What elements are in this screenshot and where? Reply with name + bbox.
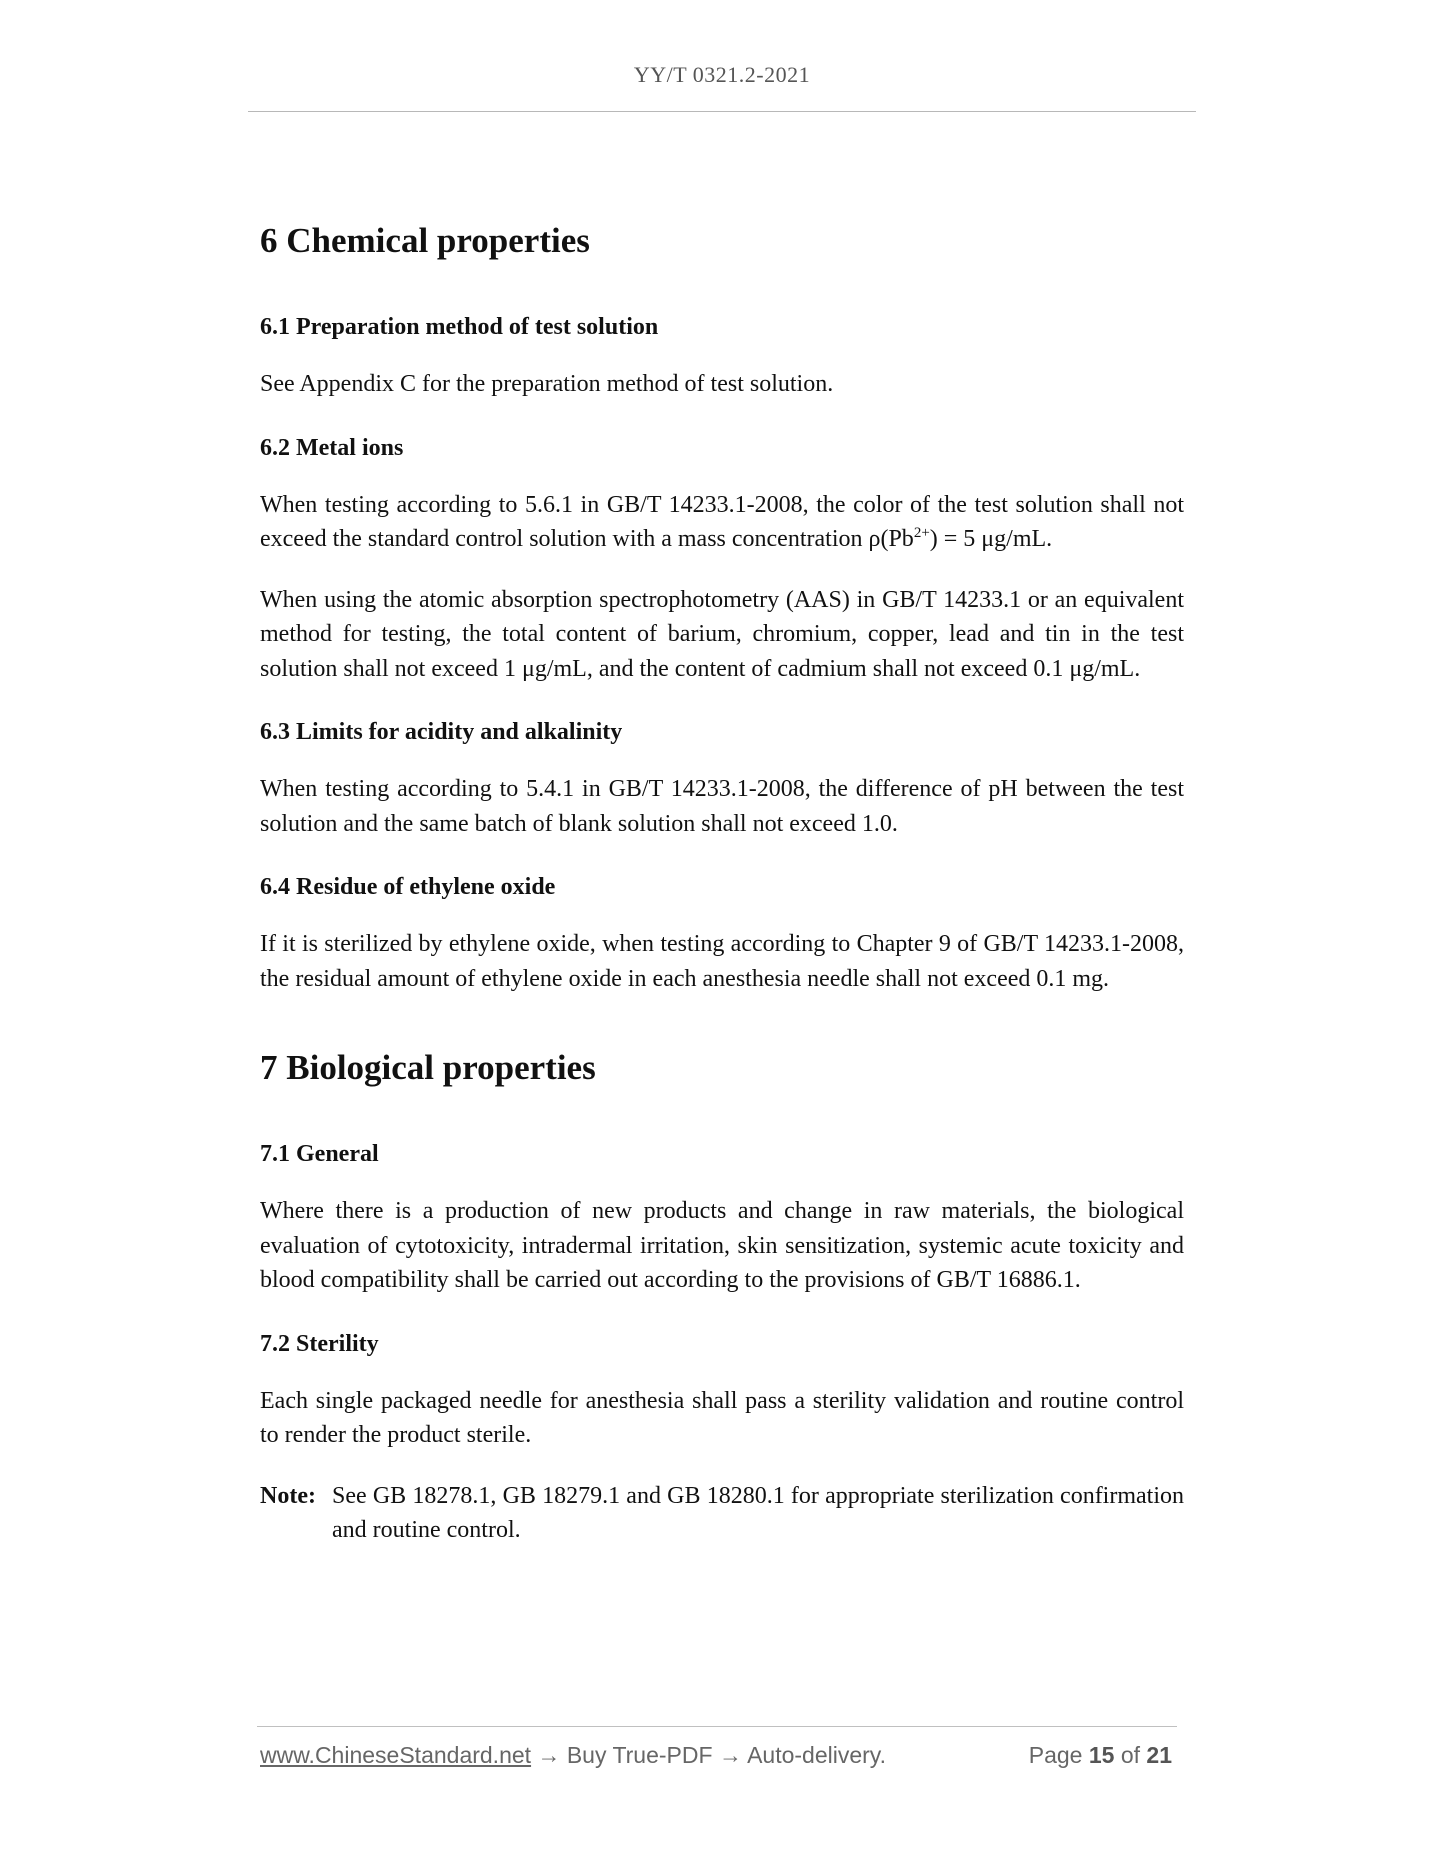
lead-ion-charge: 2+ — [913, 525, 930, 541]
metal-ions-text-end: ) = 5 μg/mL. — [929, 526, 1053, 552]
section-6-4-text: If it is sterilized by ethylene oxide, when testing according to Chapter 9 of GB/T 14233.1-2008, the residual amount of ethylene oxide in each anesthesia needle shall not exceed 0.1 mg. — [260, 931, 1184, 992]
section-6-2-paragraph-2: When using the atomic absorption spectrophotometry (AAS) in GB/T 14233.1 or an equivalent method for testing, the total content of barium, chromium, copper, lead and tin in the test solution shall not exceed 1 μg/mL, and the content of cadmium shall not exceed 0.1 μg/mL. — [260, 586, 1184, 682]
arrow-right-icon: → — [531, 1742, 567, 1768]
note-text: See GB 18278.1, GB 18279.1 and GB 18280.1 for appropriate sterilization confirmation and routine control. — [332, 1482, 1184, 1543]
section-6-3-text: When testing according to 5.4.1 in GB/T 14233.1-2008, the difference of pH between the test solution and the same batch of blank solution shall not exceed 1.0. — [260, 776, 1184, 837]
website-link[interactable]: www.ChineseStandard.net — [260, 1742, 532, 1768]
page-footer — [260, 1742, 1180, 1769]
section-6-heading: 6 Chemical properties — [260, 221, 590, 260]
section-7-heading: 7 Biological properties — [260, 1048, 596, 1087]
section-7-1-text: Where there is a production of new products and change in raw materials, the biological evaluation of cytotoxicity, intradermal irritation, skin sensitization, systemic acute toxicity and blood compatibility shall be carried out according to the provisions of GB/T 16886.1. — [260, 1198, 1184, 1293]
section-6-1-heading: 6.1 Preparation method of test solution — [260, 314, 659, 340]
auto-delivery-text: Auto-delivery. — [747, 1742, 886, 1768]
footer-divider — [257, 1726, 1177, 1727]
page-label: Page — [1028, 1742, 1083, 1768]
arrow-right-icon: → — [712, 1742, 748, 1768]
sterilization-note — [260, 1479, 1184, 1548]
section-6-3-heading: 6.3 Limits for acidity and alkalinity — [260, 719, 623, 745]
section-6-2-paragraph-1 — [260, 488, 1184, 557]
page-content — [260, 215, 1184, 1548]
total-page-count: 21 — [1146, 1742, 1172, 1768]
page-of-label: of — [1120, 1742, 1141, 1768]
document-id-header: YY/T 0321.2-2021 — [633, 62, 811, 87]
section-6-1-text: See Appendix C for the preparation method of test solution. — [260, 371, 834, 397]
note-label: Note: — [260, 1482, 316, 1509]
buy-true-pdf-text: Buy True-PDF — [566, 1742, 713, 1768]
section-7-2-text: Each single packaged needle for anesthesia shall pass a sterility validation and routine control to render the product sterile. — [260, 1387, 1184, 1448]
section-6-2-heading: 6.2 Metal ions — [260, 434, 404, 461]
section-7-2-heading: 7.2 Sterility — [260, 1330, 379, 1357]
header-divider — [248, 111, 1196, 112]
metal-ions-text-start: When testing according to 5.6.1 in GB/T 14233.1-2008, the color of the test solution shall not exceed the standard control solution with a mass concentration ρ(Pb — [260, 491, 1184, 552]
page-indicator — [1029, 1742, 1172, 1769]
section-6-4-heading: 6.4 Residue of ethylene oxide — [260, 874, 556, 900]
current-page-number: 15 — [1088, 1742, 1115, 1768]
section-7-1-heading: 7.1 General — [260, 1141, 379, 1167]
